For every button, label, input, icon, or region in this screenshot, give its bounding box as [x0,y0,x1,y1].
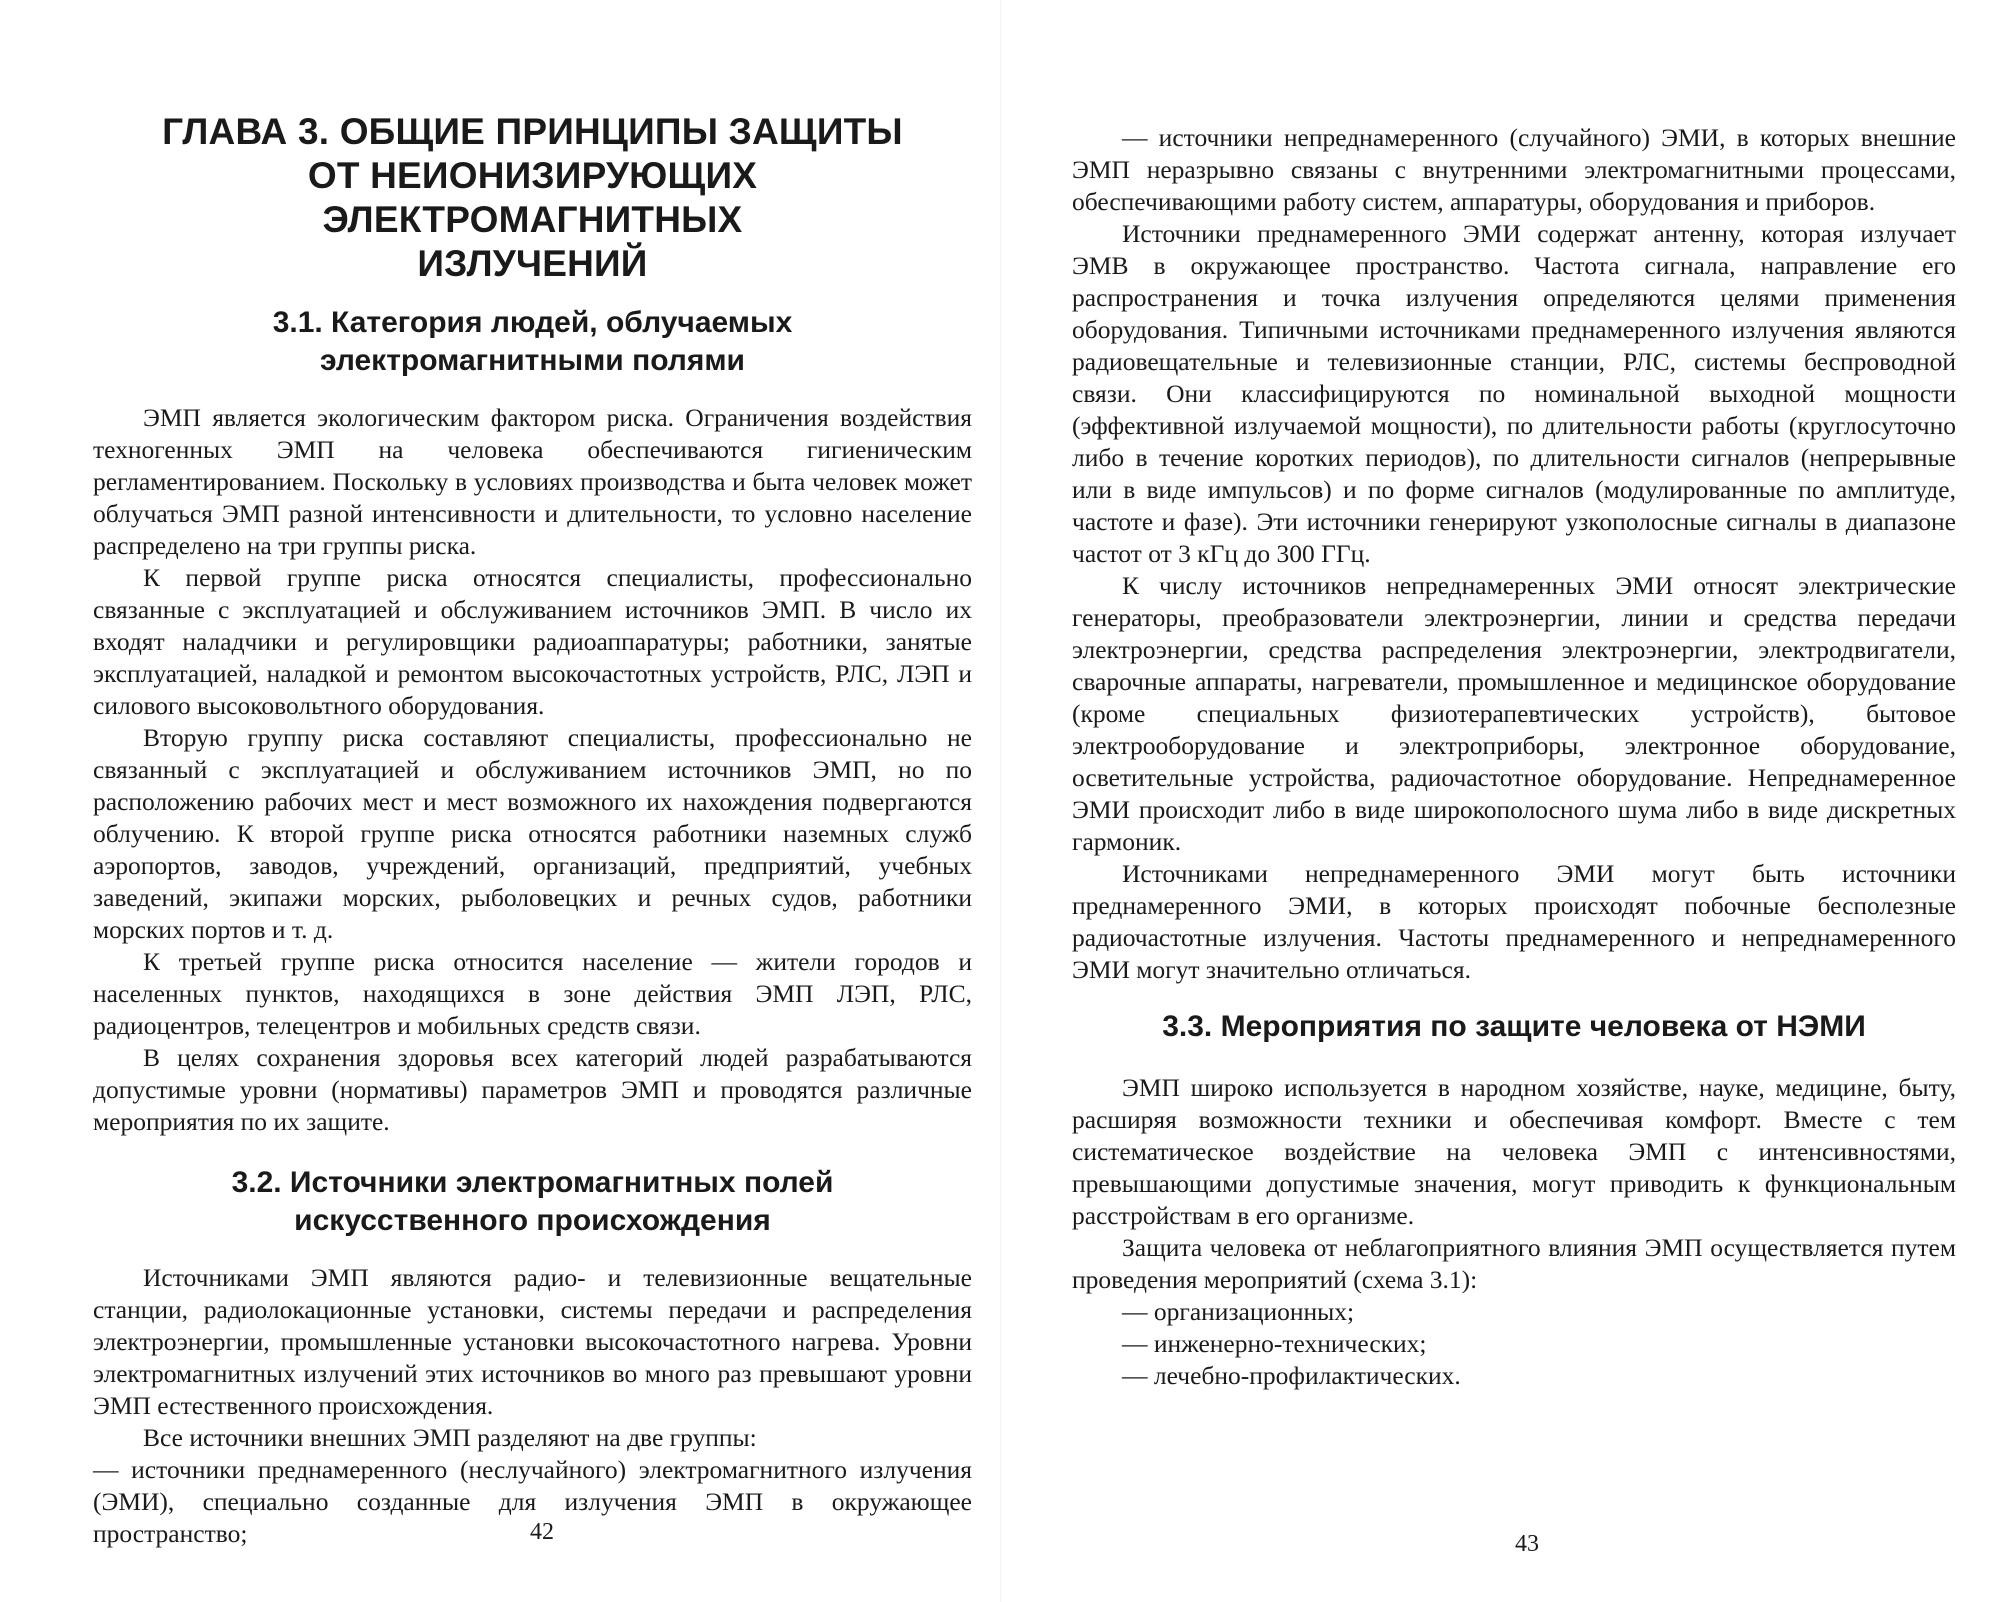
section-3-2-title [93,1164,972,1240]
paragraph: Источниками непреднамеренного ЭМИ могут быть источники преднамеренного ЭМИ, в которых происходят побочные бесполезные радиочастотные излучения. Частоты преднамеренного и непреднамеренного ЭМИ могут значительно отличаться. [1072,859,1956,984]
chapter-title-line: ИЗЛУЧЕНИЙ [417,243,648,284]
paragraph: — источники непреднамеренного (случайного) ЭМИ, в которых внешние ЭМП неразрывно связаны с внутренними электромагнитными процессами, обеспечивающими работу систем, аппаратуры, оборудования и приборов. [1072,123,1956,216]
page-number: 43 [1515,1531,1539,1557]
right-page [1000,0,2000,1602]
right-page-content [1072,122,1956,1392]
paragraph: Защита человека от неблагоприятного влияния ЭМП осуществляется путем проведения мероприятий (схема 3.1): [1072,1233,1956,1294]
paragraph: К третьей группе риска относится население — жители городов и населенных пунктов, находящихся в зоне действия ЭМП ЛЭП, РЛС, радиоцентров, телецентров и мобильных средств связи. [93,947,972,1040]
list-item: — лечебно-профилактических. [1122,1361,1461,1390]
section-title-line: электромагнитными полями [320,344,745,377]
chapter-title [93,110,972,286]
paragraph: В целях сохранения здоровья всех категорий людей разрабатываются допустимые уровни (нормативы) параметров ЭМП и проводятся различные мероприятия по их защите. [93,1043,972,1136]
paragraph: Вторую группу риска составляют специалисты, профессионально не связанный с эксплуатацией и обслуживанием источников ЭМП, но по расположению рабочих мест и мест возможного их нахождения подвергаются облучению. К второй группе риска относятся работники наземных служб аэропортов, заводов, учреждений, организаций, предприятий, учебных заведений, экипажи морских, рыболовецких и речных судов, работники морских портов и т. д. [93,723,972,944]
page-number: 42 [530,1519,554,1545]
list-item: — организационных; [1122,1297,1355,1326]
list-item: — инженерно-технических; [1122,1329,1427,1358]
section-3-1-title [93,304,972,380]
left-page-content [93,110,972,1550]
paragraph: Все источники внешних ЭМП разделяют на две группы: [143,1423,757,1452]
chapter-title-line: ГЛАВА 3. ОБЩИЕ ПРИНЦИПЫ ЗАЩИТЫ [162,111,903,152]
paragraph: К первой группе риска относятся специалисты, профессионально связанные с эксплуатацией и обслуживанием источников ЭМП. В число их входят наладчики и регулировщики радиоаппаратуры; работники, занятые эксплуатацией, наладкой и ремонтом высокочастотных устройств, РЛС, ЛЭП и силового высоковольтного оборудования. [93,563,972,720]
section-title-line: искусственного происхождения [294,1204,771,1237]
paragraph: Источниками ЭМП являются радио- и телевизионные вещательные станции, радиолокационные установки, системы передачи и распределения электроэнергии, промышленные установки высокочастотного нагрева. Уровни электромагнитных излучений этих источников во много раз превышают уровни ЭМП естественного происхождения. [93,1263,972,1420]
paragraph: К числу источников непреднамеренных ЭМИ относят электрические генераторы, преобразователи электроэнергии, линии и средства передачи электроэнергии, средства распределения электроэнергии, электродвигатели, сварочные аппараты, нагреватели, промышленное и медицинское оборудование (кроме специальных физиотерапевтических устройств), бытовое электрооборудование и электроприборы, электронное оборудование, осветительные устройства, радиочастотное оборудование. Непреднамеренное ЭМИ происходит либо в виде широкополосного шума либо в виде дискретных гармоник. [1072,571,1956,856]
chapter-title-line: ОТ НЕИОНИЗИРУЮЩИХ ЭЛЕКТРОМАГНИТНЫХ [307,155,758,240]
section-3-3-title: 3.3. Мероприятия по защите человека от НЭМИ [1162,1010,1866,1043]
measures-list [1072,1296,1956,1392]
section-title-line: 3.1. Категория людей, облучаемых [272,306,793,339]
paragraph: Источники преднамеренного ЭМИ содержат антенну, которая излучает ЭМВ в окружающее пространство. Частота сигнала, направление его распространения и точка излучения определяются целями применения оборудования. Типичными источниками преднамеренного излучения являются радиовещательные и телевизионные станции, РЛС, системы беспроводной связи. Они классифицируются по номинальной выходной мощности (эффективной излучаемой мощности), по длительности работы (круглосуточно либо в течение коротких периодов), по длительности сигналов (непрерывные или в виде импульсов) и по форме сигналов (модулированные по амплитуде, частоте и фазе). Эти источники генерируют узкополосные сигналы в диапазоне частот от 3 кГц до 300 ГГц. [1072,219,1956,568]
paragraph: ЭМП является экологическим фактором риска. Ограничения воздействия техногенных ЭМП на человека обеспечиваются гигиеническим регламентированием. Поскольку в условиях производства и быта человек может облучаться ЭМП разной интенсивности и длительности, то условно население распределено на три группы риска. [93,403,972,560]
paragraph: ЭМП широко используется в народном хозяйстве, науке, медицине, быту, расширяя возможности техники и обеспечивая комфорт. Вместе с тем систематическое воздействие на человека ЭМП с интенсивностями, превышающими допустимые значения, могут приводить к функциональным расстройствам в его организме. [1072,1073,1956,1230]
dash-paragraph: — источники преднамеренного (неслучайного) электромагнитного излучения (ЭМИ), специально созданные для излучения ЭМП в окружающее пространство; [93,1455,972,1548]
section-title-line: 3.2. Источники электромагнитных полей [231,1166,834,1199]
